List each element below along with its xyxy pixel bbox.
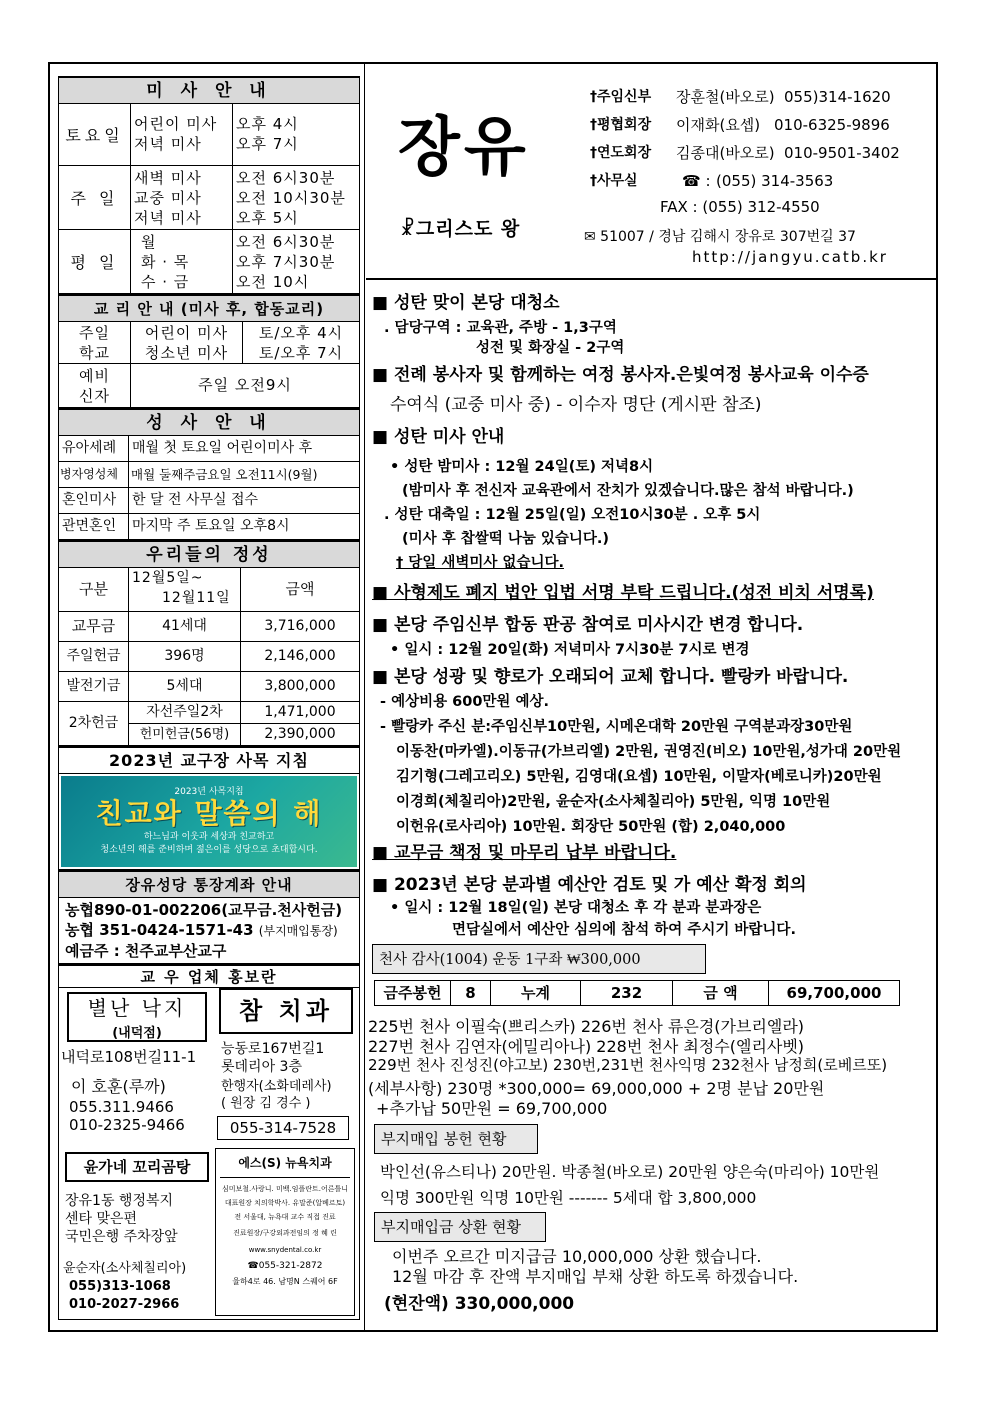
ad1-address: 내덕로108번길11-1 bbox=[61, 1048, 197, 1066]
land-balance: (현잔액) 330,000,000 bbox=[384, 1294, 575, 1314]
offering-count: 396명 bbox=[129, 642, 241, 671]
land-repay-box: 부지매입금 상환 현황 bbox=[374, 1212, 546, 1242]
ad3-phone: 010-2027-2966 bbox=[69, 1297, 180, 1312]
notice-ministers-2: 수여식 (교중 미사 중) - 이수자 명단 (게시판 참조) bbox=[390, 395, 762, 415]
mass-name: 저녁 미사 bbox=[134, 209, 202, 227]
notice-detail: • 성탄 밤미사 : 12월 24일(토) 저녁8시 bbox=[390, 459, 654, 475]
mass-name: 어린이 미사 bbox=[134, 115, 218, 133]
mass-day: 토요일 bbox=[59, 104, 131, 165]
angel-table bbox=[374, 980, 900, 1006]
ad2-address: 능동로167번길1 bbox=[221, 1041, 325, 1057]
mass-name: 월 bbox=[141, 233, 157, 251]
mass-time: 오후 5시 bbox=[236, 209, 299, 227]
notice-detail: . 성탄 대축일 : 12월 25일(일) 오전10시30분 . 오후 5시 bbox=[384, 507, 761, 523]
website: http://jangyu.catb.kr bbox=[692, 248, 888, 266]
mass-time: 오후 4시 bbox=[236, 115, 299, 133]
offering-row bbox=[58, 672, 360, 702]
ad2-phone: 055-314-7528 bbox=[217, 1116, 349, 1140]
mass-time: 오전 6시30분 bbox=[236, 233, 336, 251]
sacrament-detail: 한 달 전 사무실 접수 bbox=[132, 492, 258, 508]
contact-phone: (055) 314-3563 bbox=[716, 172, 834, 190]
notice-detail: (미사 후 찹쌀떡 나눔 있습니다.) bbox=[402, 531, 610, 547]
angel-total: 232 bbox=[581, 981, 673, 1005]
catechumen-time: 주일 오전9시 bbox=[198, 376, 292, 394]
school-label: 학교 bbox=[79, 344, 110, 362]
offerings-header: 우리들의 정성 bbox=[58, 540, 360, 568]
account-note: (부지매입통장) bbox=[258, 924, 338, 938]
notice-detail: - 빨랑카 주신 분:주임신부10만원, 시메온대학 20만원 구역분과장30만원 bbox=[380, 719, 853, 735]
notice-mass-change: ■ 본당 주임신부 합동 판공 참여로 미사시간 변경 합니다. bbox=[372, 615, 804, 635]
angel-weekly: 8 bbox=[451, 981, 491, 1005]
offering-type: 주일헌금 bbox=[59, 642, 129, 671]
second-amount: 1,471,000 bbox=[264, 704, 336, 720]
left-column bbox=[58, 76, 360, 1312]
ads-area bbox=[58, 988, 360, 1320]
sacrament-name: 병자영성체 bbox=[59, 462, 129, 487]
notice-detail: 이동찬(마카엘).이동규(가브리엘) 2만원, 권영진(비오) 10만원,성가대 20만원 bbox=[396, 744, 902, 760]
banner-line: 청소년의 해를 준비하며 젊은이를 성당으로 초대합시다. bbox=[100, 845, 318, 855]
ad2-director: ( 원장 김 경수 ) bbox=[221, 1096, 311, 1111]
ad3-address: 센타 맞은편 bbox=[65, 1211, 138, 1227]
sacrament-detail: 마지막 주 토요일 오후8시 bbox=[132, 518, 290, 534]
contact-name: 김종대(바오로) bbox=[676, 144, 775, 162]
column-divider bbox=[364, 62, 365, 1332]
sacrament-row bbox=[58, 514, 360, 540]
fax: FAX : (055) 312-4550 bbox=[660, 198, 820, 216]
period-end: 12월11일 bbox=[162, 590, 231, 606]
second-collection bbox=[58, 702, 360, 746]
account-header: 장유성당 통장계좌 안내 bbox=[58, 870, 360, 898]
col-label: 구분 bbox=[59, 568, 129, 611]
mass-weekday bbox=[58, 230, 360, 294]
notice-petition: ■ 사형제도 폐지 법안 입법 서명 부탁 드립니다.(성전 비치 서명록) bbox=[372, 583, 874, 603]
offering-count: 41세대 bbox=[129, 612, 241, 641]
ad3-owner: 윤순자(소사체칠리아) bbox=[63, 1261, 187, 1276]
ad4-line: 진료원장/구강외과전임의 정 혜 린 bbox=[233, 1229, 337, 1237]
contact-role: †사무실 bbox=[590, 173, 638, 189]
ad2-address: 롯데리아 3층 bbox=[221, 1059, 302, 1075]
ad1-owner: 이 호훈(루까) bbox=[71, 1077, 166, 1096]
second-type: 헌미헌금(56명) bbox=[129, 724, 241, 745]
notice-ministers: ■ 전례 봉사자 및 함께하는 여정 봉사자.은빛여정 봉사교육 이수증 bbox=[372, 365, 869, 385]
contact-role: †평협회장 bbox=[590, 117, 652, 133]
mass-header: 미 사 안 내 bbox=[58, 76, 360, 104]
angel-line: +추가납 50만원 = 69,700,000 bbox=[376, 1099, 608, 1118]
land-line: 이번주 오르간 미지급금 10,000,000 상환 했습니다. bbox=[392, 1247, 762, 1266]
catechumen bbox=[58, 364, 360, 408]
contacts bbox=[590, 86, 930, 198]
ad1-name: 별난 낙지 bbox=[87, 996, 187, 1020]
direction-banner bbox=[61, 776, 357, 867]
notice-dues: ■ 교무금 책정 및 마무리 납부 바랍니다. bbox=[372, 843, 677, 863]
mass-time: 오전 10시 bbox=[236, 273, 310, 291]
sacrament-detail: 매월 둘째주금요일 오전11시(9월) bbox=[131, 467, 318, 482]
account-line: 농협890-01-002206(교무금.천사헌금) bbox=[65, 901, 343, 919]
class-time: 토/오후 4시 bbox=[258, 324, 344, 342]
ad4-line: 심미보철.사랑니. 미백.임플란트.어른틀니 bbox=[221, 1185, 349, 1193]
sacrament-row bbox=[58, 462, 360, 488]
land-line: 익명 300만원 익명 10만원 ------- 5세대 합 3,800,000 bbox=[380, 1189, 757, 1207]
notice-detail: 면담실에서 예산안 심의에 참석 하여 주시기 바랍니다. bbox=[452, 922, 796, 938]
account-line: 농협 351-0424-1571-43 bbox=[65, 921, 254, 939]
ad2-owner: 한행자(소화데레사) bbox=[221, 1079, 332, 1094]
contact-name: 장훈철(바오로) bbox=[676, 88, 775, 106]
ad4-phone: ☎055-321-2872 bbox=[247, 1261, 323, 1271]
notice-detail: † 당일 새벽미사 없습니다. bbox=[396, 555, 564, 571]
contact-role: †연도회장 bbox=[590, 145, 652, 161]
notice-detail: (밤미사 후 전신자 교육관에서 잔치가 있겠습니다.많은 참석 바랍니다.) bbox=[402, 483, 854, 499]
ad1-phone: 010-2325-9466 bbox=[69, 1116, 185, 1134]
contact-role: †주임신부 bbox=[590, 89, 652, 105]
notice-christmas-mass: ■ 성탄 미사 안내 bbox=[372, 427, 505, 447]
mass-time: 오후 7시 bbox=[236, 135, 299, 153]
notice-budget: ■ 2023년 본당 분과별 예산안 검토 및 가 예산 확정 회의 bbox=[372, 875, 807, 895]
ad3-phone: 055)313-1068 bbox=[69, 1279, 171, 1294]
ad3-address: 국민은행 주차장앞 bbox=[65, 1229, 178, 1245]
sacrament-name: 혼인미사 bbox=[59, 488, 129, 513]
angel-line: 229번 천사 진성진(야고보) 230번,231번 천사익명 232천사 남정희(로베르또) bbox=[368, 1056, 888, 1074]
mass-name: 수 · 금 bbox=[141, 273, 190, 291]
mass-time: 오전 10시30분 bbox=[236, 189, 346, 207]
notice-detail: 성전 및 화장실 - 2구역 bbox=[476, 340, 625, 356]
account-holder: 예금주 : 천주교부산교구 bbox=[65, 942, 227, 960]
contact-phone: 055)314-1620 bbox=[784, 88, 891, 106]
notice-detail: • 일시 : 12월 18일(일) 본당 대청소 후 각 분과 분과장은 bbox=[390, 900, 762, 916]
offering-type: 교무금 bbox=[59, 612, 129, 641]
angel-line: 225번 천사 이필숙(쁘리스카) 226번 천사 류은경(가브리엘라) bbox=[368, 1017, 805, 1036]
offering-amount: 2,146,000 bbox=[264, 648, 336, 664]
ad4-box bbox=[215, 1148, 355, 1316]
notice-detail: • 일시 : 12월 20일(화) 저녁미사 7시30분 7시로 변경 bbox=[390, 642, 750, 658]
angel-label: 금주봉헌 bbox=[375, 981, 451, 1005]
notice-detail: 이경희(체칠리아)2만원, 윤순자(소사체칠리아) 5만원, 익명 10만원 bbox=[396, 794, 831, 810]
catechumen-label: 예비 bbox=[79, 367, 110, 385]
ad1-sub: (내덕점) bbox=[112, 1026, 162, 1041]
mass-time: 오전 6시30분 bbox=[236, 169, 336, 187]
notice-detail: 이헌유(로사리아) 10만원. 회장단 50만원 (합) 2,040,000 bbox=[396, 819, 786, 835]
offerings-head-row bbox=[58, 568, 360, 612]
notice-detail: - 예상비용 600만원 예상. bbox=[380, 694, 549, 710]
direction-banner-wrap bbox=[58, 774, 360, 870]
contact-phone: 010-6325-9896 bbox=[774, 116, 890, 134]
catechumen-label: 신자 bbox=[79, 387, 110, 405]
contact-name: 이재화(요셉) bbox=[676, 116, 761, 134]
class-time: 토/오후 7시 bbox=[258, 344, 344, 362]
address: ✉ 51007 / 경남 김해시 장유로 307번길 37 bbox=[584, 229, 856, 245]
class-name: 청소년 미사 bbox=[144, 344, 229, 362]
angel-amount: 69,700,000 bbox=[786, 984, 882, 1002]
notice-cleaning: ■ 성탄 맞이 본당 대청소 bbox=[372, 293, 560, 313]
sacrament-row bbox=[58, 488, 360, 514]
mass-name: 새벽 미사 bbox=[134, 169, 202, 187]
banner-top: 2023년 사목지침 bbox=[174, 787, 244, 797]
masthead-subtitle: ☧그리스도 왕 bbox=[400, 218, 521, 240]
mass-name: 저녁 미사 bbox=[134, 135, 202, 153]
mass-time: 오후 7시30분 bbox=[236, 253, 336, 271]
angel-label: 금 액 bbox=[673, 981, 769, 1005]
period-start: 12월5일~ bbox=[132, 570, 204, 586]
land-offering-box: 부지매입 봉헌 현황 bbox=[374, 1124, 538, 1154]
ad4-web: www.snydental.co.kr bbox=[248, 1246, 322, 1254]
second-label: 2차헌금 bbox=[59, 702, 129, 745]
notice-monstrance: ■ 본당 성광 및 향로가 오래되어 교체 합니다. 빨랑카 바랍니다. bbox=[372, 667, 849, 687]
notice-detail: 김기형(그레고리오) 5만원, 김영대(요셉) 10만원, 이말자(베로니카)20만원 bbox=[396, 769, 882, 785]
direction-header: 2023년 교구장 사목 지침 bbox=[58, 746, 360, 774]
banner-title: 친교와 말씀의 해 bbox=[95, 797, 323, 830]
offering-row bbox=[58, 612, 360, 642]
sacrament-name: 관면혼인 bbox=[59, 514, 129, 539]
phone-icon: ☎ : bbox=[682, 172, 711, 190]
mass-name: 교중 미사 bbox=[134, 189, 202, 207]
masthead-title: 장유 bbox=[398, 111, 530, 185]
ad2-name: 참 치과 bbox=[219, 988, 353, 1034]
sacraments-header: 성 사 안 내 bbox=[58, 408, 360, 436]
ad4-line: 대표원장 치의학박사. 유말준(알베르토) bbox=[224, 1199, 346, 1207]
catechism-header: 교 리 안 내 (미사 후, 합동교리) bbox=[58, 294, 360, 322]
mass-sunday bbox=[58, 166, 360, 230]
ad4-line: 전 서울대, 뉴욕대 교수 직접 진료 bbox=[234, 1213, 336, 1221]
ad3-address: 장유1동 행정복지 bbox=[65, 1193, 174, 1209]
offering-type: 발전기금 bbox=[59, 672, 129, 701]
land-line: 12월 마감 후 잔액 부지매입 부채 상환 하도록 하겠습니다. bbox=[392, 1267, 799, 1286]
sacrament-row bbox=[58, 436, 360, 462]
ad4-name: 에스(S) 뉴욕치과 bbox=[220, 1149, 350, 1178]
offering-amount: 3,800,000 bbox=[264, 678, 336, 694]
second-type: 자선주일2차 bbox=[129, 702, 241, 723]
school-label: 주일 bbox=[79, 324, 110, 342]
sacrament-detail: 매월 첫 토요일 어린이미사 후 bbox=[132, 440, 313, 456]
ad1-logo bbox=[67, 992, 207, 1042]
ads-header: 교 우 업체 홍보란 bbox=[58, 964, 360, 988]
notice-detail: . 담당구역 : 교육관, 주방 - 1,3구역 bbox=[384, 320, 617, 336]
offering-amount: 3,716,000 bbox=[264, 618, 336, 634]
class-name: 어린이 미사 bbox=[144, 324, 229, 342]
ad4-address: 율하4로 46. 남명N 스퀘어 6F bbox=[232, 1277, 338, 1286]
account-box bbox=[58, 898, 360, 964]
mass-day: 평 일 bbox=[59, 230, 131, 293]
angel-campaign-box: 천사 감사(1004) 운동 1구좌 ₩300,000 bbox=[372, 944, 706, 974]
banner-line: 하느님과 이웃과 세상과 친교하고 bbox=[143, 832, 275, 842]
angel-line: 227번 천사 김연자(에밀리아나) 228번 천사 최정수(엘리사벳) bbox=[368, 1037, 805, 1056]
mass-day: 주 일 bbox=[59, 166, 131, 229]
masthead-divider bbox=[366, 278, 936, 280]
second-amount: 2,390,000 bbox=[264, 726, 336, 742]
angel-label: 누계 bbox=[491, 981, 581, 1005]
col-label: 금액 bbox=[285, 580, 315, 598]
mass-name: 화 · 목 bbox=[141, 253, 190, 271]
sacrament-name: 유아세례 bbox=[59, 436, 129, 461]
angel-line: (세부사항) 230명 *300,000= 69,000,000 + 2명 분납 20만원 bbox=[368, 1079, 825, 1098]
ad3-name: 윤가네 꼬리곰탕 bbox=[65, 1152, 209, 1182]
offering-count: 5세대 bbox=[129, 672, 241, 701]
offering-row bbox=[58, 642, 360, 672]
mass-saturday bbox=[58, 104, 360, 166]
contact-phone: 010-9501-3402 bbox=[784, 144, 900, 162]
sunday-school bbox=[58, 322, 360, 364]
land-line: 박인선(유스티나) 20만원. 박종철(바오로) 20만원 양은숙(마리아) 10만원 bbox=[380, 1163, 880, 1181]
ad1-phone: 055.311.9466 bbox=[69, 1098, 174, 1116]
